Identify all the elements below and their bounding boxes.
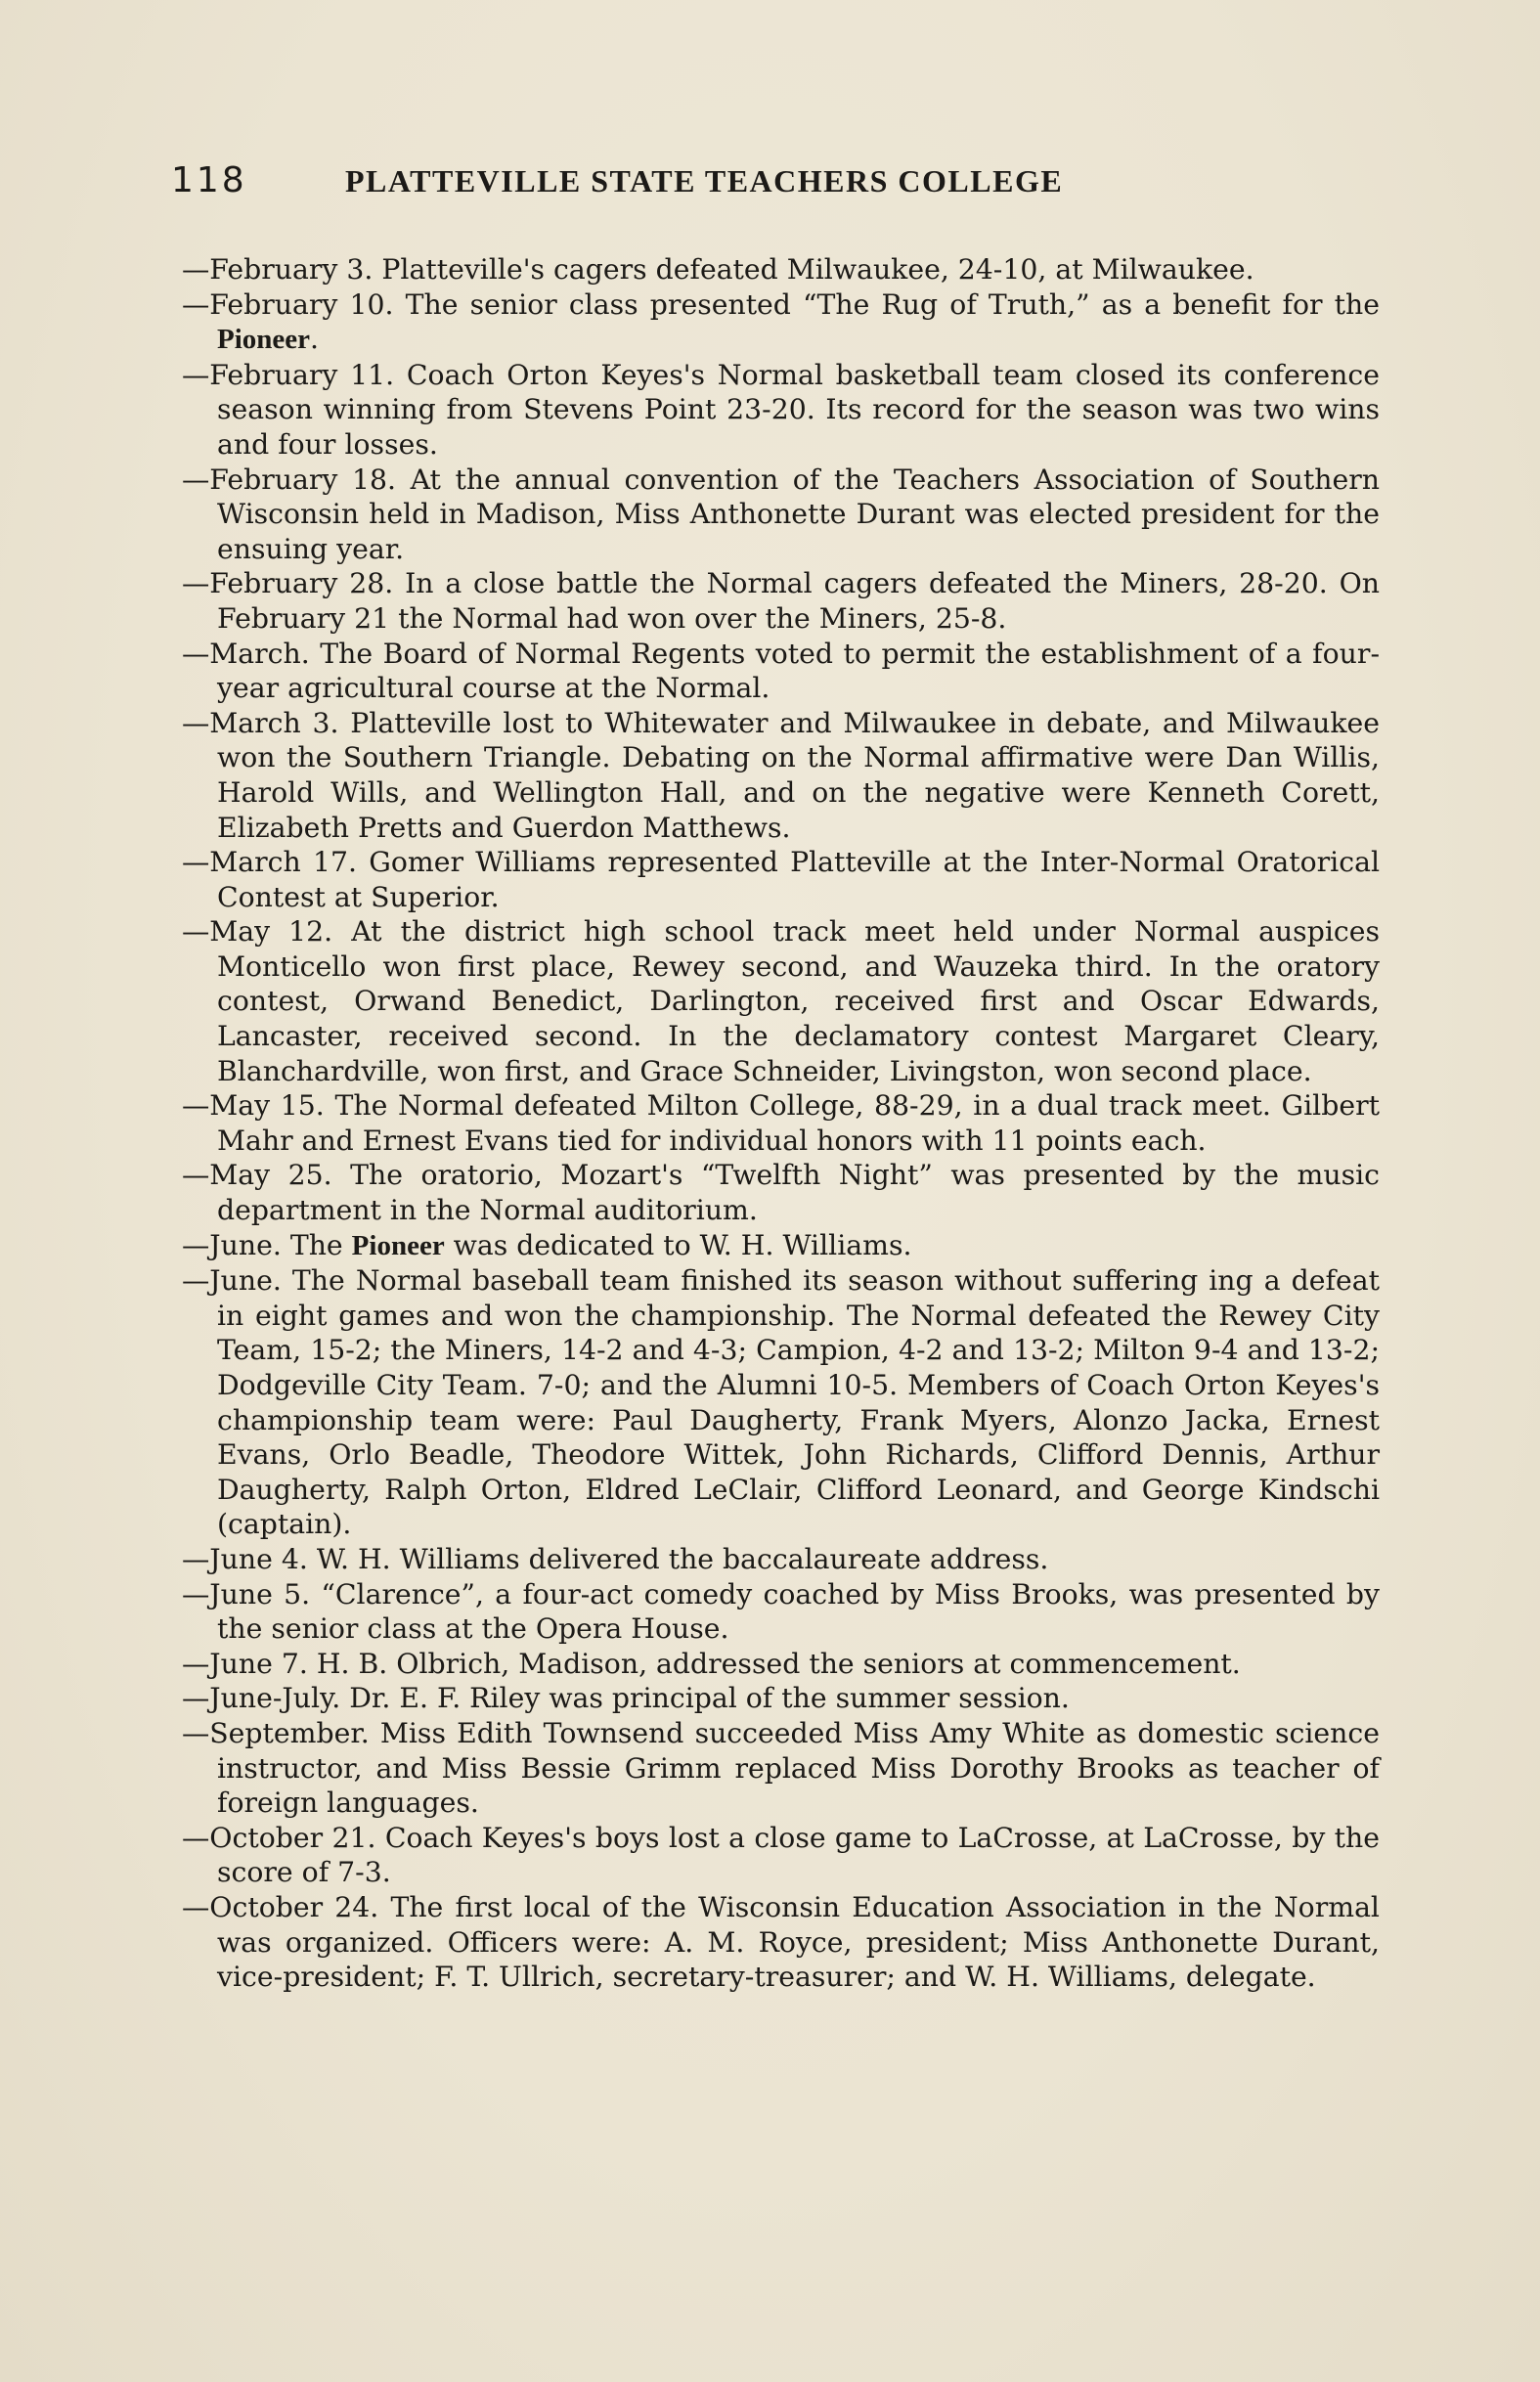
chronology-entry: —March. The Board of Normal Regents voted to permit the establishment of a four-year agricultural course at the Normal. <box>182 637 1380 705</box>
chronology-entry: —May 15. The Normal defeated Milton College, 88-29, in a dual track meet. Gilbert Mahr and Ernest Evans tied for individual honors with 11 points each. <box>182 1089 1380 1157</box>
chronology-entry: —June 4. W. H. Williams delivered the baccalaureate address. <box>182 1542 1049 1575</box>
chronology-entry: —June. The Pioneer was dedicated to W. H. Williams. <box>182 1228 912 1261</box>
page-header <box>171 156 1374 205</box>
chronology-entry: —June. The Normal baseball team finished its season without suffering ing a defeat in eight games and won the championship. The Normal defeated the Rewey City Team, 15-2; the Miners, 14-2 and 4-3; Campion, 4-2 and 13-2; Milton 9-4 and 13-2; Dodgeville City Team. 7-0; and the Alumni 10-5. Members of Coach Orton Keyes's championship team were: Paul Daugherty, Frank Myers, Alonzo Jacka, Ernest Evans, Orlo Beadle, Theodore Wittek, John Richards, Clifford Dennis, Arthur Daugherty, Ralph Orton, Eldred LeClair, Clifford Leonard, and George Kindschi (captain). <box>182 1264 1380 1541</box>
chronology-entries <box>182 252 1380 1995</box>
chronology-entry: —February 11. Coach Orton Keyes's Normal basketball team closed its conference season winning from Stevens Point 23-20. Its record for the season was two wins and four losses. <box>182 358 1380 461</box>
chronology-entry: —February 10. The senior class presented “The Rug of Truth,” as a benefit for the Pioneer. <box>182 287 1380 356</box>
chronology-entry: —May 12. At the district high school track meet held under Normal auspices Monticello won first place, Rewey second, and Wauzeka third. In the oratory contest, Orwand Benedict, Darlington, received first and Oscar Edwards, Lancaster, received second. In the declamatory contest Margaret Cleary, Blanchardville, won first, and Grace Schneider, Livingston, won second place. <box>182 915 1380 1087</box>
chronology-entry: —June 7. H. B. Olbrich, Madison, addressed the seniors at commencement. <box>182 1647 1241 1680</box>
chronology-entry: —May 25. The oratorio, Mozart's “Twelfth Night” was presented by the music department in the Normal auditorium. <box>182 1159 1380 1227</box>
chronology-entry: —February 18. At the annual convention of the Teachers Association of Southern Wisconsin held in Madison, Miss Anthonette Durant was elected president for the ensuing year. <box>182 463 1380 565</box>
publication-title: Pioneer <box>351 1229 445 1261</box>
publication-title: Pioneer <box>217 324 311 356</box>
chronology-entry: —March 3. Platteville lost to Whitewater and Milwaukee in debate, and Milwaukee won the Southern Triangle. Debating on the Normal affirmative were Dan Willis, Harold Wills, and Wellington Hall, and on the negative were Kenneth Corett, Elizabeth Pretts and Guerdon Matthews. <box>182 706 1380 844</box>
chronology-entry: —June-July. Dr. E. F. Riley was principal of the summer session. <box>182 1682 1070 1715</box>
page-number: 118 <box>171 160 247 200</box>
chronology-entry: —February 3. Platteville's cagers defeated Milwaukee, 24-10, at Milwaukee. <box>182 253 1254 286</box>
chronology-entry: —March 17. Gomer Williams represented Platteville at the Inter-Normal Oratorical Contest at Superior. <box>182 846 1380 913</box>
chronology-entry: —October 24. The first local of the Wisconsin Education Association in the Normal was organized. Officers were: A. M. Royce, president; Miss Anthonette Durant, vice-president; F. T. Ullrich, secretary-treasurer; and W. H. Williams, delegate. <box>182 1890 1380 1994</box>
chronology-entry: —October 21. Coach Keyes's boys lost a close game to LaCrosse, at LaCrosse, by the score of 7-3. <box>182 1821 1380 1889</box>
running-title: PLATTEVILLE STATE TEACHERS COLLEGE <box>345 163 1064 198</box>
chronology-entry: —June 5. “Clarence”, a four-act comedy coached by Miss Brooks, was presented by the senior class at the Opera House. <box>182 1577 1380 1646</box>
chronology-entry: —February 28. In a close battle the Normal cagers defeated the Miners, 28-20. On February 21 the Normal had won over the Miners, 25-8. <box>182 567 1380 635</box>
chronology-entry: —September. Miss Edith Townsend succeeded Miss Amy White as domestic science instructor, and Miss Bessie Grimm replaced Miss Dorothy Brooks as teacher of foreign languages. <box>182 1716 1380 1820</box>
